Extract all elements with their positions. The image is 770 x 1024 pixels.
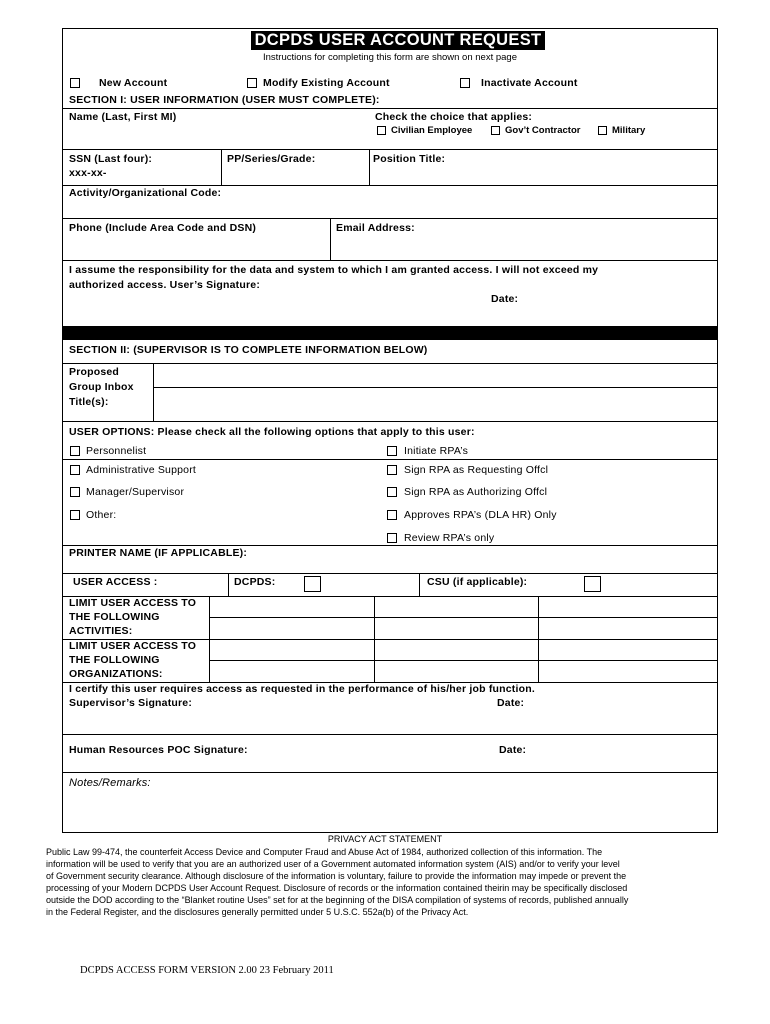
position-title-label: Position Title: — [373, 153, 446, 165]
limit-activities-label — [69, 596, 196, 638]
divider — [63, 185, 717, 186]
form-title: DCPDS USER ACCOUNT REQUEST — [251, 31, 545, 50]
inbox-label-1: Proposed — [69, 366, 120, 378]
divider — [63, 573, 717, 574]
personnelist-checkbox[interactable] — [70, 446, 80, 456]
privacy-line: of Government security clearance. Although disclosure of the information is voluntary, failure to provide the information may impede or prevent the — [46, 871, 627, 881]
hr-signature-label: Human Resources POC Signature: — [69, 744, 248, 756]
privacy-line: processing of your Modern DCPDS User Account Request. Disclosure of records or the information contained theirin may be specifically disclosed — [46, 883, 628, 893]
review-rpa-checkbox[interactable] — [387, 533, 397, 543]
divider — [419, 573, 420, 596]
csu-label: CSU (if applicable): — [427, 576, 528, 588]
sign-requesting-label: Sign RPA as Requesting Offcl — [404, 464, 549, 476]
sign-requesting-checkbox[interactable] — [387, 465, 397, 475]
limit-activities-line-1: LIMIT USER ACCESS TO — [69, 597, 197, 609]
form-version-footer: DCPDS ACCESS FORM VERSION 2.00 23 February 2011 — [80, 965, 334, 976]
divider — [330, 218, 331, 260]
admin-support-checkbox[interactable] — [70, 465, 80, 475]
approves-rpa-label: Approves RPA’s (DLA HR) Only — [404, 509, 557, 521]
admin-support-label: Administrative Support — [86, 464, 197, 476]
csu-checkbox[interactable] — [584, 576, 601, 592]
divider — [63, 260, 717, 261]
section-separator-bar — [63, 326, 717, 340]
sign-authorizing-label: Sign RPA as Authorizing Offcl — [404, 486, 548, 498]
limit-orgs-line-3: ORGANIZATIONS: — [69, 668, 163, 680]
manager-supervisor-checkbox[interactable] — [70, 487, 80, 497]
pp-series-grade-label: PP/Series/Grade: — [227, 153, 316, 165]
printer-name-label: PRINTER NAME (IF APPLICABLE): — [69, 547, 248, 559]
supervisor-signature-label: Supervisor’s Signature: — [69, 697, 193, 709]
other-checkbox[interactable] — [70, 510, 80, 520]
modify-account-checkbox[interactable] — [247, 78, 257, 88]
limit-orgs-line-2: THE FOLLOWING — [69, 654, 160, 666]
military-label: Military — [612, 125, 646, 136]
user-options-label: USER OPTIONS: Please check all the following options that apply to this user: — [69, 426, 475, 438]
responsibility-line-1: I assume the responsibility for the data and system to which I am granted access. I will not exceed my — [69, 264, 599, 276]
divider — [369, 149, 370, 185]
divider — [63, 772, 717, 773]
divider — [209, 660, 717, 661]
activity-code-label: Activity/Organizational Code: — [69, 187, 222, 199]
personnelist-label: Personnelist — [86, 445, 147, 457]
inactivate-account-checkbox[interactable] — [460, 78, 470, 88]
contractor-label: Gov’t Contractor — [505, 125, 581, 136]
privacy-heading: PRIVACY ACT STATEMENT — [327, 834, 443, 844]
user-date-label: Date: — [491, 293, 519, 305]
sign-authorizing-checkbox[interactable] — [387, 487, 397, 497]
divider — [63, 459, 717, 460]
civilian-employee-checkbox[interactable] — [377, 126, 386, 135]
privacy-statement — [46, 846, 736, 918]
military-checkbox[interactable] — [598, 126, 607, 135]
user-signature-label: authorized access. User’s Signature: — [69, 279, 261, 291]
dcpds-label: DCPDS: — [234, 576, 276, 588]
new-account-label: New Account — [99, 77, 168, 89]
limit-orgs-label — [69, 639, 196, 681]
divider — [63, 218, 717, 219]
civilian-employee-label: Civilian Employee — [391, 125, 473, 136]
privacy-line: information will be used to verify that you are an authorized user of a Government automated information system (AIS) and/or to verify your level — [46, 859, 620, 869]
inbox-label-3: Title(s): — [69, 396, 109, 408]
divider — [63, 149, 717, 150]
ssn-label: SSN (Last four): — [69, 153, 153, 165]
initiate-rpa-checkbox[interactable] — [387, 446, 397, 456]
divider — [209, 617, 717, 618]
divider — [228, 573, 229, 596]
other-label: Other: — [86, 509, 117, 521]
ssn-value[interactable]: xxx-xx- — [69, 167, 107, 179]
approves-rpa-checkbox[interactable] — [387, 510, 397, 520]
phone-label: Phone (Include Area Code and DSN) — [69, 222, 257, 234]
new-account-checkbox[interactable] — [70, 78, 80, 88]
divider — [209, 596, 210, 682]
privacy-line: Public Law 99-474, the counterfeit Access Device and Computer Fraud and Abuse Act of 1984, authorized collection of this information. The — [46, 847, 603, 857]
initiate-rpa-label: Initiate RPA’s — [404, 445, 469, 457]
notes-remarks-label: Notes/Remarks: — [69, 777, 151, 789]
divider — [63, 108, 717, 109]
divider — [63, 363, 717, 364]
privacy-line: outside the DOD according to the “Blanket routine Uses” set for at the beginning of the DISA compilation of systems of records, published annually — [46, 895, 629, 905]
account-request-form — [62, 28, 718, 833]
privacy-line: in the Federal Register, and the disclosures generally permitted under 5 U.S.C. 552a(b) of the Privacy Act. — [46, 907, 469, 917]
certify-statement: I certify this user requires access as requested in the performance of his/her job function. — [69, 683, 535, 695]
divider — [63, 734, 717, 735]
modify-account-label: Modify Existing Account — [263, 77, 390, 89]
inbox-label-2: Group Inbox — [69, 381, 134, 393]
section2-heading: SECTION II: (SUPERVISOR IS TO COMPLETE INFORMATION BELOW) — [69, 344, 428, 356]
limit-orgs-line-1: LIMIT USER ACCESS TO — [69, 640, 197, 652]
limit-activities-line-3: ACTIVITIES: — [69, 625, 133, 637]
email-label: Email Address: — [336, 222, 415, 234]
supervisor-date-label: Date: — [497, 697, 525, 709]
contractor-checkbox[interactable] — [491, 126, 500, 135]
dcpds-checkbox[interactable] — [304, 576, 321, 592]
section1-heading: SECTION I: USER INFORMATION (USER MUST COMPLETE): — [69, 94, 380, 106]
name-label: Name (Last, First MI) — [69, 111, 177, 123]
divider — [153, 387, 717, 388]
hr-date-label: Date: — [499, 744, 527, 756]
divider — [63, 421, 717, 422]
divider — [538, 596, 539, 682]
divider — [63, 545, 717, 546]
choice-label: Check the choice that applies: — [375, 111, 533, 123]
limit-activities-line-2: THE FOLLOWING — [69, 611, 160, 623]
user-access-label: USER ACCESS : — [73, 576, 158, 588]
divider — [153, 363, 154, 421]
instructions-note: Instructions for completing this form are shown on next page — [263, 52, 517, 63]
divider — [374, 596, 375, 682]
review-rpa-label: Review RPA’s only — [404, 532, 495, 544]
manager-supervisor-label: Manager/Supervisor — [86, 486, 185, 498]
divider — [221, 149, 222, 185]
inactivate-account-label: Inactivate Account — [481, 77, 578, 89]
